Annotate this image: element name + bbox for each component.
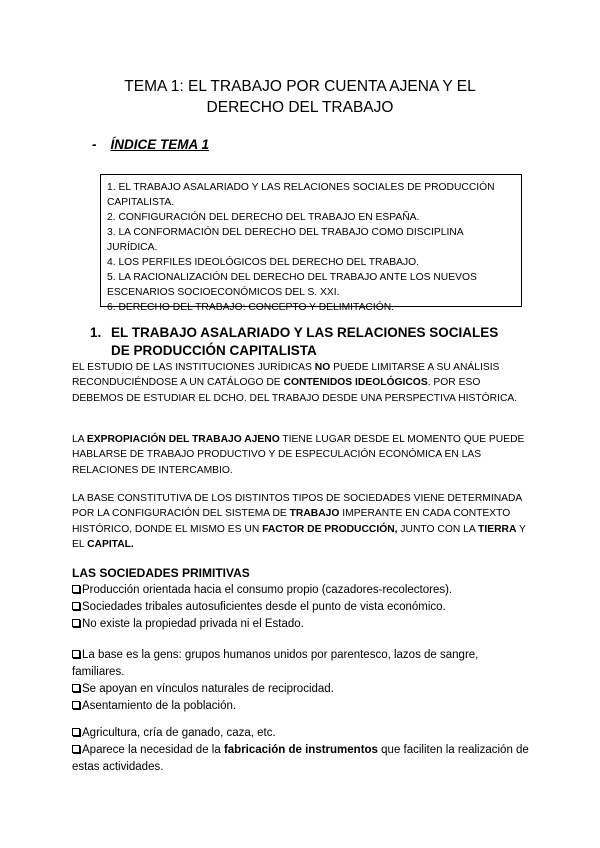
checkbox-bullet-icon [72,701,80,709]
list-item-text: Aparece la necesidad de la [82,744,224,756]
text-run: PUEDE LIMITARSE A SU ANÁLISIS RECONDUCIÉNDOSE A UN CATÁLOGO DE [72,362,500,389]
title-line-2: DERECHO DEL TRABAJO [206,99,394,116]
text-run: IMPERANTE EN CADA CONTEXTO HISTÓRICO, DONDE EL MISMO ES UN [72,508,511,535]
list-item [72,616,532,633]
bold-run: EXPROPIACIÓN DEL TRABAJO AJENO [86,434,280,445]
section-1-heading [90,324,520,360]
text-run: LA BASE CONSTITUTIVA DE LOS DISTINTOS TIPOS DE SOCIEDADES VIENE DETERMINADA POR LA CONFIGURACIÓN DEL SISTEMA DE [72,493,522,520]
paragraph-study [72,360,532,406]
list-item-text: Sociedades tribales autosuficientes desde el punto de vista económico. [82,601,446,613]
index-heading [92,137,209,152]
subheading-sociedades-primitivas: LAS SOCIEDADES PRIMITIVAS [72,566,250,580]
index-label: ÍNDICE TEMA 1 [110,137,210,152]
bold-run: TIERRA [478,523,517,535]
checkbox-bullet-icon [72,585,80,593]
checkbox-bullet-icon [72,728,80,736]
text-run: TIENE LUGAR DESDE EL MOMENTO QUE PUEDE HABLARSE DE TRABAJO PRODUCTIVO Y DE ESPECULACIÓN ECONÓMICA EN LAS RELACIONES DE INTERCAMBIO. [72,434,525,476]
list-item-text: Se apoyan en vínculos naturales de reciprocidad. [82,683,334,695]
toc-item: 3. LA CONFORMACIÓN DEL DERECHO DEL TRABAJO COMO DISCIPLINA JURÍDICA. [107,227,464,253]
list-item-text: No existe la propiedad privada ni el Estado. [82,618,304,630]
list-item [72,698,532,715]
list-item [72,681,532,698]
bullet-group-3 [72,725,532,776]
paragraph-expropiacion [72,432,532,478]
text-run: JUNTO CON LA [397,523,479,535]
bold-run: NO [314,362,331,373]
text-run: Y EL [72,523,526,550]
document-title [60,76,540,118]
title-line-1: TEMA 1: EL TRABAJO POR CUENTA AJENA Y EL [124,78,476,95]
table-of-contents [100,174,522,313]
bullet-group-1 [72,582,532,633]
bold-run: FACTOR DE PRODUCCIÓN, [262,523,398,535]
paragraph-base-constitutiva [72,491,532,552]
text-run: EL ESTUDIO DE LAS INSTITUCIONES JURÍDICAS [72,362,315,373]
list-item-text: La base es la gens: grupos humanos unidos por parentesco, lazos de sangre, familiares. [72,649,479,678]
list-item-text: Agricultura, cría de ganado, caza, etc. [82,727,276,739]
list-item [72,725,532,742]
section-title: EL TRABAJO ASALARIADO Y LAS RELACIONES SOCIALES DE PRODUCCIÓN CAPITALISTA [111,325,499,358]
toc-item: 5. LA RACIONALIZACIÓN DEL DERECHO DEL TRABAJO ANTE LOS NUEVOS ESCENARIOS SOCIOECONÓMICOS DEL S. XXI. [107,272,477,298]
bullet-group-2 [72,647,532,715]
index-dash: - [92,137,97,152]
bold-run: CAPITAL. [87,538,134,550]
toc-item: 1. EL TRABAJO ASALARIADO Y LAS RELACIONES SOCIALES DE PRODUCCIÓN CAPITALISTA. [107,182,495,208]
checkbox-bullet-icon [72,684,80,692]
text-run: LA [72,434,87,445]
bold-run: fabricación de instrumentos [223,744,378,756]
list-item-text: Producción orientada hacia el consumo propio (cazadores-recolectores). [82,584,453,596]
text-run: . POR ESO DEBEMOS DE ESTUDIAR EL DCHO. DEL TRABAJO DESDE UNA PERSPECTIVA HISTÓRICA. [72,377,518,404]
bold-run: TRABAJO [289,508,340,520]
checkbox-bullet-icon [72,619,80,627]
checkbox-bullet-icon [72,602,80,610]
list-item-text: que faciliten la realización de estas actividades. [72,744,529,773]
toc-item: 4. LOS PERFILES IDEOLÓGICOS DEL DERECHO DEL TRABAJO. [107,257,420,268]
list-item [72,599,532,616]
list-item [72,582,532,599]
list-item-text: Asentamiento de la población. [82,700,237,712]
section-number: 1. [90,325,102,340]
checkbox-bullet-icon [72,650,80,658]
checkbox-bullet-icon [72,745,80,753]
bold-run: CONTENIDOS IDEOLÓGICOS [283,377,428,389]
toc-item: 6. DERECHO DEL TRABAJO: CONCEPTO Y DELIMITACIÓN. [107,302,395,313]
list-item [72,647,532,681]
toc-item: 2. CONFIGURACIÓN DEL DERECHO DEL TRABAJO EN ESPAÑA. [107,212,420,223]
list-item [72,742,532,776]
